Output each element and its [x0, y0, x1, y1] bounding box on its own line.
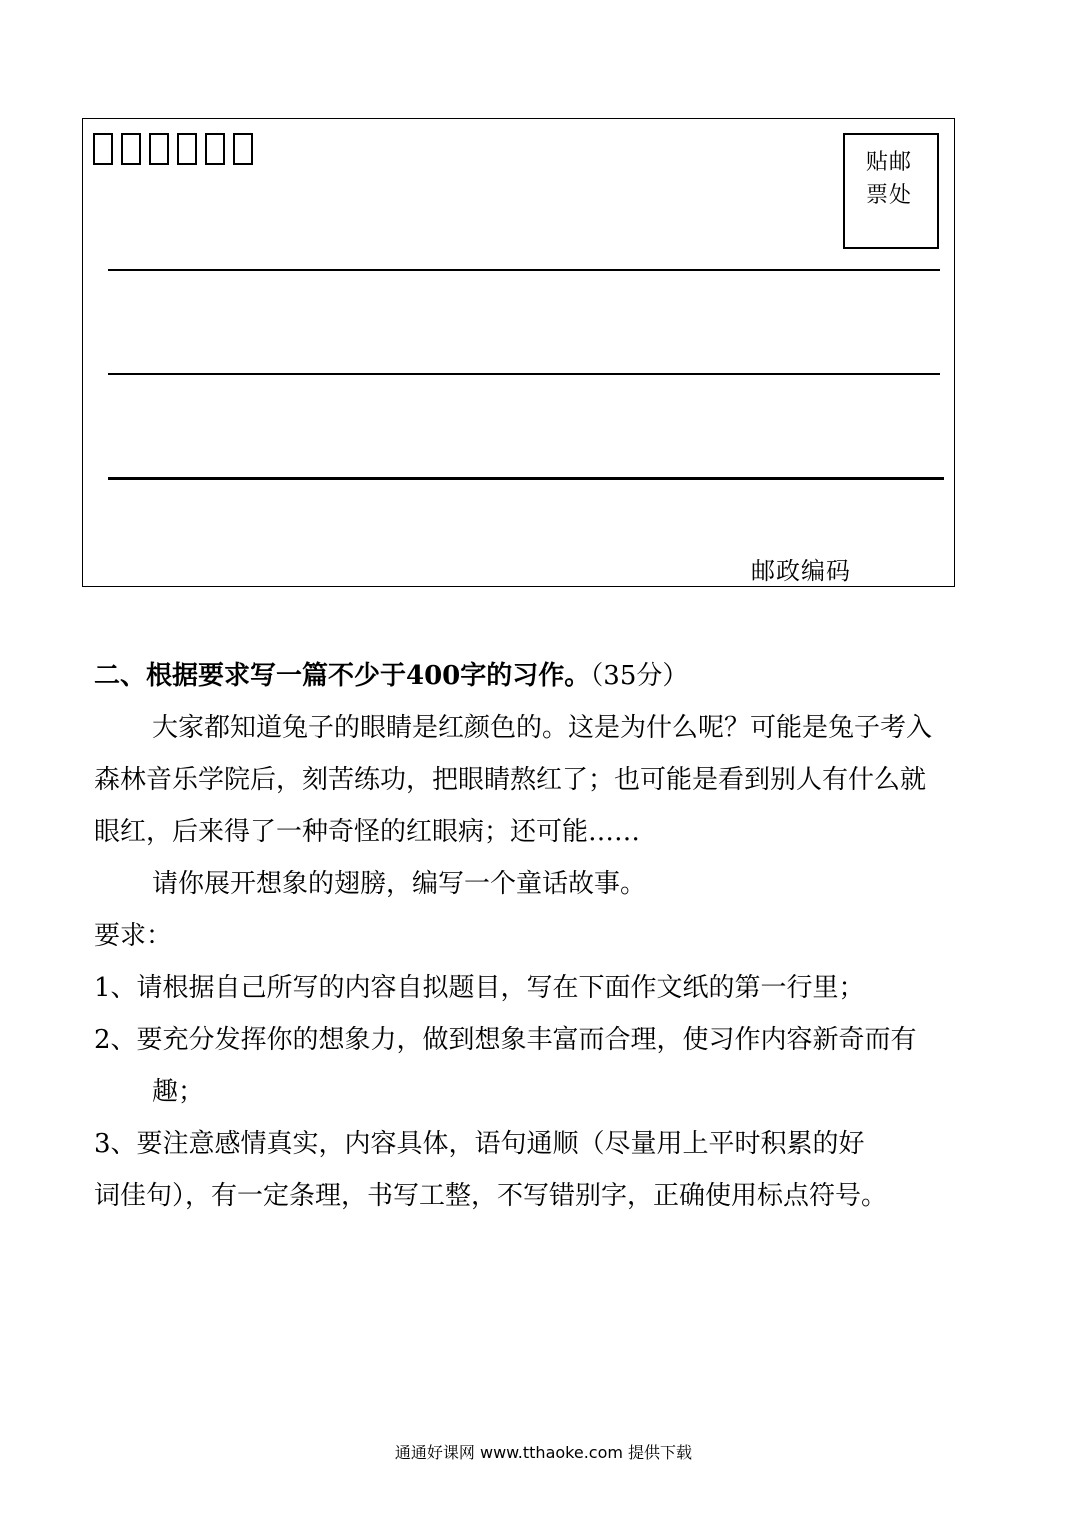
zip-code-box[interactable]: [177, 133, 197, 165]
stamp-label-line1: 贴邮: [866, 150, 913, 175]
stamp-label-line2: 票处: [866, 183, 913, 208]
zip-code-box[interactable]: [205, 133, 225, 165]
zip-code-box[interactable]: [93, 133, 113, 165]
address-line-3[interactable]: [108, 477, 944, 480]
address-line-1[interactable]: [108, 269, 940, 271]
essay-heading-title: 二、根据要求写一篇不少于400字的习作。: [94, 661, 591, 691]
prompt-line: 森林音乐学院后，刻苦练功，把眼睛熬红了；也可能是看到别人有什么就: [94, 765, 927, 795]
requirement-1: 1、请根据自己所写的内容自拟题目，写在下面作文纸的第一行里；: [94, 973, 865, 1003]
requirement-3-line1: 3、要注意感情真实，内容具体，语句通顺（尽量用上平时积累的好: [94, 1129, 865, 1159]
essay-heading: [94, 650, 1024, 702]
zip-code-box[interactable]: [233, 133, 253, 165]
page-footer: 通通好课网 www.tthaoke.com 提供下载: [394, 1443, 693, 1462]
essay-heading-score: （35分）: [590, 661, 689, 691]
requirement-2-line1: 2、要充分发挥你的想象力，做到想象丰富而合理，使习作内容新奇而有: [94, 1025, 917, 1055]
stamp-area: [843, 133, 939, 249]
zip-code-box[interactable]: [121, 133, 141, 165]
prompt-line: 眼红，后来得了一种奇怪的红眼病；还可能……: [94, 817, 641, 847]
zip-code-boxes: [93, 133, 253, 165]
zip-code-box[interactable]: [149, 133, 169, 165]
requirement-3-line2: 词佳句），有一定条理，书写工整，不写错别字，正确使用标点符号。: [94, 1181, 888, 1211]
essay-section: [94, 650, 1024, 1222]
address-line-2[interactable]: [108, 373, 940, 375]
requirement-2-line2: 趣；: [152, 1077, 205, 1107]
envelope: [82, 118, 955, 587]
prompt-instruction: 请你展开想象的翅膀，编写一个童话故事。: [152, 869, 647, 899]
requirements-label: 要求：: [94, 921, 173, 951]
postal-code-label: 邮政编码: [751, 557, 851, 585]
prompt-line: 大家都知道兔子的眼睛是红颜色的。这是为什么呢？可能是兔子考入: [152, 713, 933, 743]
